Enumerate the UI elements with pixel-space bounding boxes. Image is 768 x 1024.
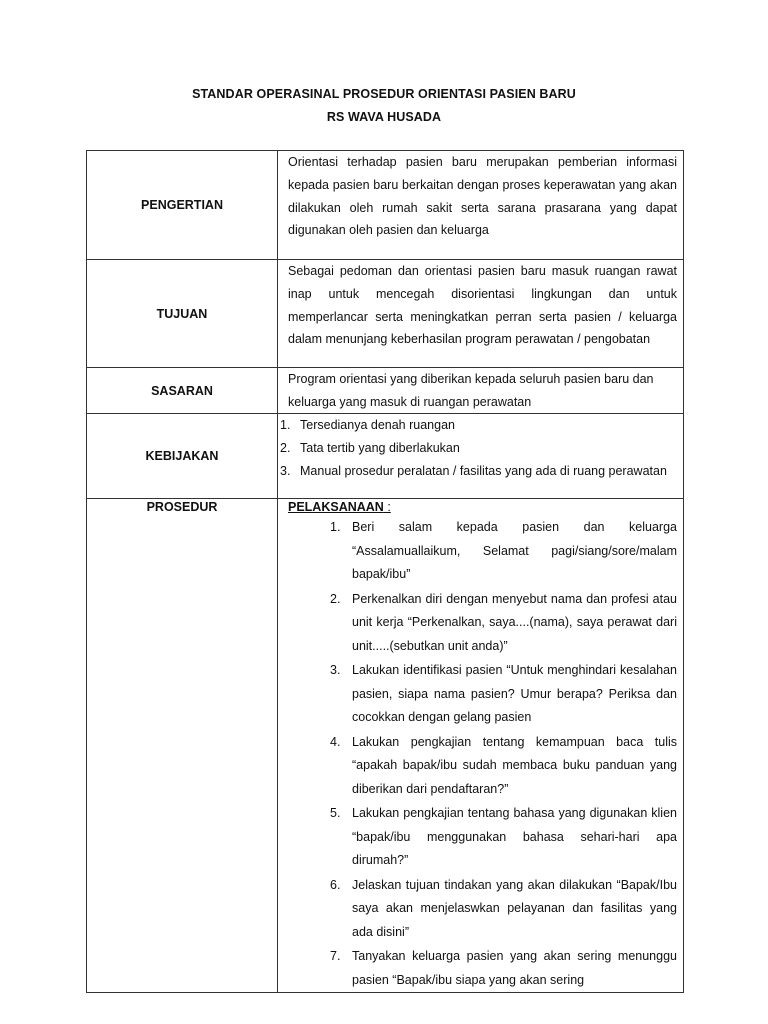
procedure-step (330, 588, 677, 659)
kebijakan-item (280, 437, 677, 460)
document-title: STANDAR OPERASINAL PROSEDUR ORIENTASI PASIEN BARU (192, 87, 576, 101)
kebijakan-list (280, 414, 677, 482)
procedure-step-text: Beri salam kepada pasien dan keluarga “Assalamuallaikum, Selamat pagi/siang/sore/malam bapak/ibu” (352, 520, 677, 581)
sop-table (86, 150, 684, 993)
row-label-sasaran: SASARAN (87, 368, 278, 414)
procedure-step-text: Lakukan pengkajian tentang bahasa yang digunakan klien “bapak/ibu menggunakan bahasa sehari-hari apa dirumah?” (352, 806, 677, 867)
pelaksanaan-heading (288, 499, 677, 516)
procedure-step-number: 3. (330, 663, 341, 677)
procedure-step-text: Jelaskan tujuan tindakan yang akan dilakukan “Bapak/Ibu saya akan menjelaswkan pelayanan dan fasilitas yang ada disini” (352, 877, 677, 939)
procedure-step (330, 945, 677, 992)
row-prosedur (87, 499, 684, 993)
kebijakan-item-number: 3. (280, 463, 291, 478)
procedure-step (330, 659, 677, 730)
procedure-step-number: 5. (330, 806, 341, 820)
kebijakan-item-number: 2. (280, 440, 291, 455)
procedure-step-number: 6. (330, 877, 341, 892)
kebijakan-item (280, 414, 677, 437)
procedure-step-text: Lakukan identifikasi pasien “Untuk menghindari kesalahan pasien, siapa nama pasien? Umur berapa? Periksa dan cocokkan dengan gelang pasien (352, 663, 677, 724)
kebijakan-item-number: 1. (280, 418, 291, 432)
procedure-step-number: 2. (330, 591, 341, 606)
row-label-prosedur: PROSEDUR (87, 499, 278, 993)
pelaksanaan-heading-colon: : (383, 500, 391, 514)
row-pengertian (87, 151, 684, 260)
row-label-pengertian: PENGERTIAN (87, 151, 278, 260)
procedure-step (330, 731, 677, 802)
procedure-step (330, 874, 677, 945)
hospital-name: RS WAVA HUSADA (326, 110, 442, 124)
row-sasaran (87, 368, 684, 414)
procedure-step-text: Perkenalkan diri dengan menyebut nama dan profesi atau unit kerja “Perkenalkan, saya....(nama), saya perawat dari unit.....(sebutkan unit anda)” (352, 591, 677, 653)
row-tujuan (87, 260, 684, 368)
procedure-step (330, 802, 677, 873)
procedure-step-text: Lakukan pengkajian tentang kemampuan baca tulis “apakah bapak/ibu sudah membaca buku panduan yang diberikan dari pendaftaran?” (352, 734, 677, 796)
procedure-step-number: 4. (330, 734, 341, 749)
row-content-pengertian: Orientasi terhadap pasien baru merupakan pemberian informasi kepada pasien baru berkaitan dengan proses keperawatan yang akan dilakukan oleh rumah sakit serta sarana prasarana yang dapat digunakan oleh pasien dan keluarga (278, 151, 684, 260)
row-label-kebijakan: KEBIJAKAN (87, 414, 278, 499)
row-content-sasaran: Program orientasi yang diberikan kepada seluruh pasien baru dan keluarga yang masuk di ruangan perawatan (278, 368, 684, 414)
row-label-tujuan: TUJUAN (87, 260, 278, 368)
row-content-prosedur (278, 499, 684, 993)
pelaksanaan-heading-text: PELAKSANAAN (288, 500, 384, 514)
row-content-kebijakan (278, 414, 684, 499)
row-content-tujuan: Sebagai pedoman dan orientasi pasien baru masuk ruangan rawat inap untuk mencegah disorientasi lingkungan dan untuk memperlancar serta meningkatkan perran serta pasien / keluarga dalam menunjang keberhasilan program perawatan / pengobatan (278, 260, 684, 368)
procedure-step-number: 7. (330, 949, 341, 963)
procedure-steps (288, 516, 677, 992)
kebijakan-item-text: Manual prosedur peralatan / fasilitas yang ada di ruang perawatan (300, 463, 667, 478)
kebijakan-item-text: Tersedianya denah ruangan (300, 418, 455, 432)
procedure-step (330, 516, 677, 587)
procedure-step-text: Tanyakan keluarga pasien yang akan sering menunggu pasien “Bapak/ibu siapa yang akan sering (352, 949, 677, 987)
kebijakan-item (280, 460, 677, 483)
procedure-step-number: 1. (330, 520, 341, 534)
kebijakan-item-text: Tata tertib yang diberlakukan (300, 440, 460, 455)
row-kebijakan (87, 414, 684, 499)
